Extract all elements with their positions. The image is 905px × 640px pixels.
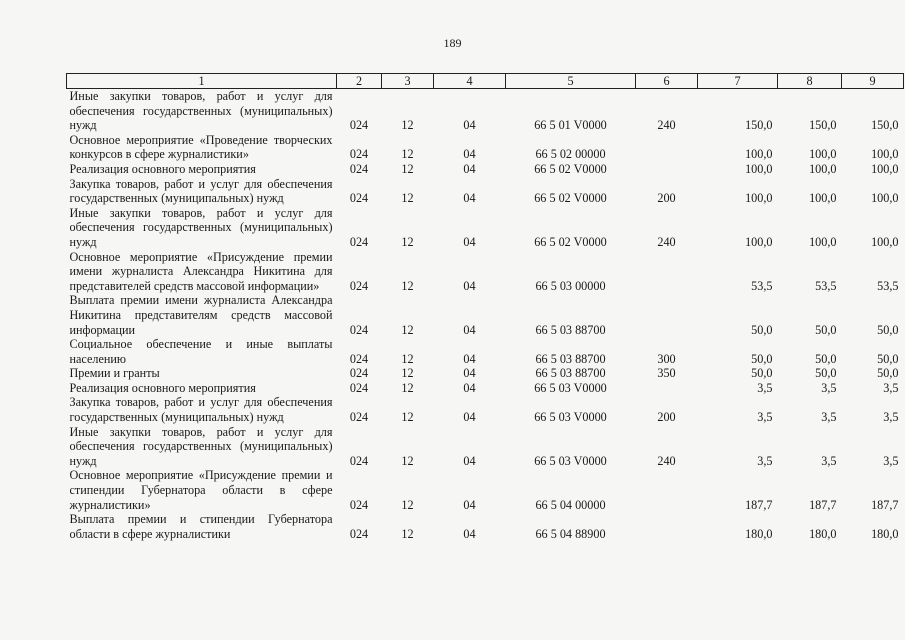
section-cell: 12 <box>401 191 414 206</box>
target-article-cell: 66 5 03 88700 <box>535 322 606 337</box>
target-article-cell: 66 5 03 88700 <box>535 366 606 381</box>
amount-col8-cell: 100,0 <box>809 161 837 176</box>
section-cell: 12 <box>401 380 414 395</box>
amount-col8-cell: 180,0 <box>809 526 837 541</box>
admin-code-cell: 024 <box>349 147 369 162</box>
table-row <box>67 177 904 206</box>
column-header: 3 <box>382 74 434 89</box>
target-article-cell: 66 5 04 88900 <box>535 526 606 541</box>
amount-col7-cell: 150,0 <box>745 118 773 133</box>
target-article-cell: 66 5 03 00000 <box>535 278 606 293</box>
amount-col9-cell: 3,5 <box>883 380 899 395</box>
admin-code-cell: 024 <box>349 161 369 176</box>
section-cell: 12 <box>401 453 414 468</box>
expense-type-cell <box>636 162 698 177</box>
target-article-cell: 66 5 03 88700 <box>535 351 606 366</box>
amount-col9-cell: 100,0 <box>871 191 899 206</box>
row-name-cell: Реализация основного мероприятия <box>69 161 256 176</box>
table-row <box>67 206 904 250</box>
budget-table <box>66 73 904 541</box>
amount-col8-cell: 100,0 <box>809 191 837 206</box>
subsection-cell: 04 <box>463 351 476 366</box>
amount-col8-cell: 187,7 <box>809 497 837 512</box>
admin-code-cell: 024 <box>349 526 369 541</box>
admin-code-cell: 024 <box>349 118 369 133</box>
amount-col8-cell: 3,5 <box>821 380 837 395</box>
subsection-cell: 04 <box>463 118 476 133</box>
target-article-cell: 66 5 03 V0000 <box>534 380 607 395</box>
amount-col8-cell: 50,0 <box>815 351 837 366</box>
row-name-cell: Основное мероприятие «Проведение творческих конкурсов в сфере журналистики» <box>69 132 333 162</box>
amount-col9-cell: 3,5 <box>883 453 899 468</box>
subsection-cell: 04 <box>463 497 476 512</box>
table-row <box>67 293 904 337</box>
admin-code-cell: 024 <box>349 380 369 395</box>
amount-col9-cell: 180,0 <box>871 526 899 541</box>
section-cell: 12 <box>401 366 414 381</box>
admin-code-cell: 024 <box>349 191 369 206</box>
amount-col7-cell: 50,0 <box>751 322 773 337</box>
subsection-cell: 04 <box>463 526 476 541</box>
amount-col8-cell: 3,5 <box>821 410 837 425</box>
row-name-cell: Выплата премии и стипендии Губернатора области в сфере журналистики <box>69 512 333 541</box>
expense-type-cell <box>636 293 698 337</box>
row-name-cell: Закупка товаров, работ и услуг для обеспечения государственных (муниципальных) нужд <box>69 395 333 425</box>
amount-col7-cell: 100,0 <box>745 147 773 162</box>
column-header: 6 <box>636 74 698 89</box>
target-article-cell: 66 5 02 V0000 <box>534 161 607 176</box>
section-cell: 12 <box>401 410 414 425</box>
amount-col9-cell: 3,5 <box>883 410 899 425</box>
expense-type-cell <box>636 381 698 396</box>
column-header: 5 <box>506 74 636 89</box>
amount-col9-cell: 50,0 <box>877 366 899 381</box>
amount-col7-cell: 100,0 <box>745 234 773 249</box>
table-row <box>67 89 904 133</box>
amount-col9-cell: 53,5 <box>877 278 899 293</box>
section-cell: 12 <box>401 278 414 293</box>
amount-col9-cell: 187,7 <box>871 497 899 512</box>
column-header: 1 <box>67 74 337 89</box>
row-name-cell: Иные закупки товаров, работ и услуг для обеспечения государственных (муниципальных) нужд <box>69 205 333 249</box>
target-article-cell: 66 5 03 V0000 <box>534 453 607 468</box>
row-name-cell: Реализация основного мероприятия <box>69 380 256 395</box>
amount-col7-cell: 50,0 <box>751 366 773 381</box>
admin-code-cell: 024 <box>349 453 369 468</box>
subsection-cell: 04 <box>463 234 476 249</box>
row-name-cell: Иные закупки товаров, работ и услуг для обеспечения государственных (муниципальных) нужд <box>69 424 333 468</box>
column-number-header <box>67 74 904 89</box>
amount-col9-cell: 100,0 <box>871 234 899 249</box>
table-row <box>67 512 904 541</box>
subsection-cell: 04 <box>463 278 476 293</box>
table-row <box>67 337 904 366</box>
row-name-cell: Социальное обеспечение и иные выплаты населению <box>69 337 333 366</box>
expense-type-cell <box>636 133 698 162</box>
amount-col8-cell: 150,0 <box>809 118 837 133</box>
table-row <box>67 250 904 294</box>
amount-col7-cell: 50,0 <box>751 351 773 366</box>
amount-col7-cell: 100,0 <box>745 161 773 176</box>
subsection-cell: 04 <box>463 366 476 381</box>
amount-col9-cell: 150,0 <box>871 118 899 133</box>
table-row <box>67 162 904 177</box>
subsection-cell: 04 <box>463 191 476 206</box>
section-cell: 12 <box>401 147 414 162</box>
row-name-cell: Основное мероприятие «Присуждение премии и стипендии Губернатора области в сфере журналистики» <box>69 468 333 512</box>
target-article-cell: 66 5 02 00000 <box>535 147 606 162</box>
expense-type-cell: 240 <box>657 118 676 133</box>
section-cell: 12 <box>401 526 414 541</box>
amount-col7-cell: 100,0 <box>745 191 773 206</box>
expense-type-cell: 240 <box>657 234 676 249</box>
subsection-cell: 04 <box>463 147 476 162</box>
table-row <box>67 366 904 381</box>
expense-type-cell <box>636 512 698 541</box>
expense-type-cell: 240 <box>657 453 676 468</box>
expense-type-cell: 350 <box>657 366 676 381</box>
subsection-cell: 04 <box>463 322 476 337</box>
column-header: 8 <box>778 74 842 89</box>
section-cell: 12 <box>401 497 414 512</box>
amount-col7-cell: 53,5 <box>751 278 773 293</box>
amount-col7-cell: 180,0 <box>745 526 773 541</box>
expense-type-cell: 200 <box>657 410 676 425</box>
expense-type-cell: 300 <box>657 351 676 366</box>
amount-col8-cell: 100,0 <box>809 234 837 249</box>
amount-col8-cell: 3,5 <box>821 453 837 468</box>
amount-col8-cell: 50,0 <box>815 366 837 381</box>
amount-col9-cell: 50,0 <box>877 351 899 366</box>
table-row <box>67 381 904 396</box>
table-row <box>67 133 904 162</box>
target-article-cell: 66 5 03 V0000 <box>534 410 607 425</box>
amount-col7-cell: 3,5 <box>757 410 773 425</box>
amount-col9-cell: 100,0 <box>871 147 899 162</box>
expense-type-cell: 200 <box>657 191 676 206</box>
section-cell: 12 <box>401 118 414 133</box>
amount-col7-cell: 3,5 <box>757 380 773 395</box>
admin-code-cell: 024 <box>349 366 369 381</box>
target-article-cell: 66 5 04 00000 <box>535 497 606 512</box>
amount-col7-cell: 187,7 <box>745 497 773 512</box>
section-cell: 12 <box>401 161 414 176</box>
row-name-cell: Выплата премии имени журналиста Александра Никитина представителям средств массовой информации <box>69 293 333 337</box>
column-header: 7 <box>698 74 778 89</box>
amount-col7-cell: 3,5 <box>757 453 773 468</box>
admin-code-cell: 024 <box>349 410 369 425</box>
admin-code-cell: 024 <box>349 234 369 249</box>
admin-code-cell: 024 <box>349 278 369 293</box>
subsection-cell: 04 <box>463 380 476 395</box>
row-name-cell: Премии и гранты <box>69 366 160 381</box>
amount-col9-cell: 50,0 <box>877 322 899 337</box>
subsection-cell: 04 <box>463 161 476 176</box>
target-article-cell: 66 5 01 V0000 <box>534 118 607 133</box>
page-number: 189 <box>443 36 462 50</box>
subsection-cell: 04 <box>463 410 476 425</box>
table-row <box>67 395 904 424</box>
admin-code-cell: 024 <box>349 322 369 337</box>
column-header: 2 <box>337 74 382 89</box>
target-article-cell: 66 5 02 V0000 <box>534 191 607 206</box>
row-name-cell: Закупка товаров, работ и услуг для обеспечения государственных (муниципальных) нужд <box>69 176 333 206</box>
expense-type-cell <box>636 468 698 512</box>
section-cell: 12 <box>401 322 414 337</box>
column-header: 9 <box>842 74 904 89</box>
target-article-cell: 66 5 02 V0000 <box>534 234 607 249</box>
table-row <box>67 425 904 469</box>
row-name-cell: Иные закупки товаров, работ и услуг для обеспечения государственных (муниципальных) нужд <box>69 89 333 133</box>
amount-col9-cell: 100,0 <box>871 161 899 176</box>
amount-col8-cell: 53,5 <box>815 278 837 293</box>
section-cell: 12 <box>401 234 414 249</box>
column-header: 4 <box>434 74 506 89</box>
admin-code-cell: 024 <box>349 351 369 366</box>
row-name-cell: Основное мероприятие «Присуждение премии имени журналиста Александра Никитина для представителей средств массовой информации» <box>69 249 333 293</box>
admin-code-cell: 024 <box>349 497 369 512</box>
subsection-cell: 04 <box>463 453 476 468</box>
amount-col8-cell: 50,0 <box>815 322 837 337</box>
table-row <box>67 468 904 512</box>
expense-type-cell <box>636 250 698 294</box>
amount-col8-cell: 100,0 <box>809 147 837 162</box>
section-cell: 12 <box>401 351 414 366</box>
